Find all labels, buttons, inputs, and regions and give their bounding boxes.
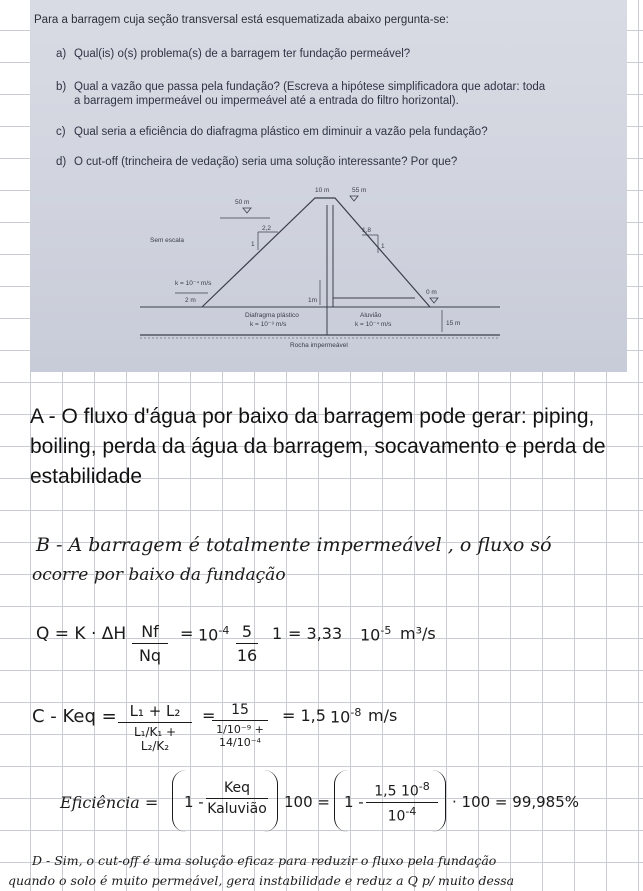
question-c [56, 125, 488, 139]
question-intro: Para a barragem cuja seção transversal está esquematizada abaixo pergunta-se: [34, 14, 449, 26]
ef-kal: Kaluvião [207, 801, 267, 817]
label-diafragma: Diafragma plástico [245, 312, 299, 319]
q-nq: Nq [138, 646, 162, 665]
label-depth: 15 m [446, 320, 461, 327]
ef-one2: 1 - [344, 793, 364, 811]
question-a [56, 47, 410, 61]
answer-a: A - O fluxo d'água por baixo da barragem pode gerar: piping, boiling, perda da água da barragem, socavamento e perda de estabilidade [30, 405, 606, 488]
c-d1: 1 [216, 723, 224, 736]
label-slope-left-v: 1 [251, 241, 255, 248]
q-formula: Q = K · ΔH [36, 624, 127, 644]
label-crest: 10 m [315, 187, 330, 194]
q-5: 5 [241, 622, 253, 641]
c-eq2: = [202, 706, 216, 725]
c-unit: m/s [368, 706, 398, 725]
q-one: 1 [272, 624, 283, 643]
question-text: Qual a vazão que passa pela fundação? (Escreva a hipótese simplificadora que adotar: toda [74, 81, 546, 93]
label-1m: 1m [308, 297, 318, 304]
ef-den: 10 [387, 808, 406, 825]
q-16: 16 [236, 646, 258, 665]
c-d1b: 10⁻⁹ [226, 723, 252, 736]
c-res-exp: -8 [350, 706, 362, 719]
ef-frac-2 [366, 780, 438, 824]
q-res-pow [360, 624, 391, 644]
question-text: O cut-off (trincheira de vedação) seria uma solução interessante? Por que? [74, 156, 458, 168]
label-diafragma-k: k = 10⁻⁹ m/s [250, 321, 287, 328]
question-d [56, 155, 457, 169]
ef-100: 100 = [284, 793, 330, 811]
ef-frac-1 [206, 780, 268, 817]
exam-photo [30, 0, 627, 372]
ef-keq: Keq [224, 780, 250, 796]
q-result: = 3,33 [288, 624, 343, 643]
label-h-left: 50 m [235, 199, 250, 206]
c-d2b: 10⁻⁴ [236, 736, 261, 749]
dam-diagram [130, 180, 510, 355]
label-aluviao: Aluvião [360, 312, 382, 319]
answer-b-line2: ocorre por baixo da fundação [32, 565, 286, 585]
label-slope-right: 1,8 [362, 227, 372, 234]
ef-num: 1,5 10 [374, 783, 419, 800]
c-15: 15 [231, 702, 249, 718]
q-res-base: 10 [360, 625, 381, 645]
label-slope-left: 2,2 [262, 225, 272, 232]
c-result: = 1,5 [282, 706, 326, 725]
question-label: b) [56, 81, 67, 93]
question-label: c) [56, 126, 66, 138]
ef-den-exp: -4 [405, 804, 417, 818]
label-k-top: k = 10⁻⁴ m/s [175, 280, 212, 287]
label-rocha: Rocha impermeável [290, 342, 348, 349]
question-b [56, 80, 545, 108]
ef-one: 1 - [184, 793, 204, 811]
c-res-base: 10 [330, 707, 351, 727]
question-text-cont: a barragem impermeável ou impermeável até a entrada do filtro horizontal). [74, 95, 459, 107]
question-text: Qual seria a eficiência do diafragma plástico em diminuir a vazão pela fundação? [74, 126, 488, 138]
label-h-right: 55 m [352, 187, 367, 194]
c-frac-keq [118, 702, 192, 753]
question-text: Qual(is) o(s) problema(s) de a barragem ter fundação permeável? [74, 48, 411, 60]
q-k-exp: -4 [218, 624, 230, 637]
label-sem-escala: Sem escala [150, 237, 184, 244]
question-label: a) [56, 48, 67, 60]
q-nf: Nf [141, 622, 159, 641]
label-2m: 2 m [185, 297, 196, 304]
q-frac-5-16 [236, 622, 258, 665]
label-0m: 0 m [426, 289, 437, 296]
answer-d-line2: quando o solo é muito permeável, gera instabilidade e reduz a Q p/ muito dessa [8, 873, 515, 888]
q-unit: m³/s [400, 624, 436, 643]
label-aluviao-k: k = 10⁻⁴ m/s [355, 321, 392, 328]
q-frac-nf-nq [132, 622, 168, 665]
c-den: L₁/K₁ + L₂/K₂ [133, 725, 177, 753]
c-num: L₁ + L₂ [129, 702, 181, 720]
q-k-base: 10 [198, 625, 219, 645]
ef-label: Eficiência = [60, 793, 159, 812]
c-res-pow [330, 706, 361, 726]
label-slope-right-v: 1 [381, 243, 385, 250]
c-label: C - Keq = [32, 706, 117, 727]
c-frac-values: 15 1/10⁻⁹ + 14/10⁻⁴ [212, 702, 268, 749]
c-d2: 14 [219, 736, 234, 749]
q-res-exp: -5 [380, 624, 392, 637]
answer-b-line1: B - A barragem é totalmente impermeável , o fluxo só [36, 534, 552, 556]
q-eq: = [180, 624, 194, 643]
q-k [198, 624, 229, 644]
answer-d-line1: D - Sim, o cut-off é uma solução eficaz para reduzir o fluxo pela fundação [32, 853, 497, 868]
ef-result: · 100 = 99,985% [452, 793, 580, 811]
question-label: d) [56, 156, 67, 168]
ef-num-exp: -8 [418, 780, 430, 793]
